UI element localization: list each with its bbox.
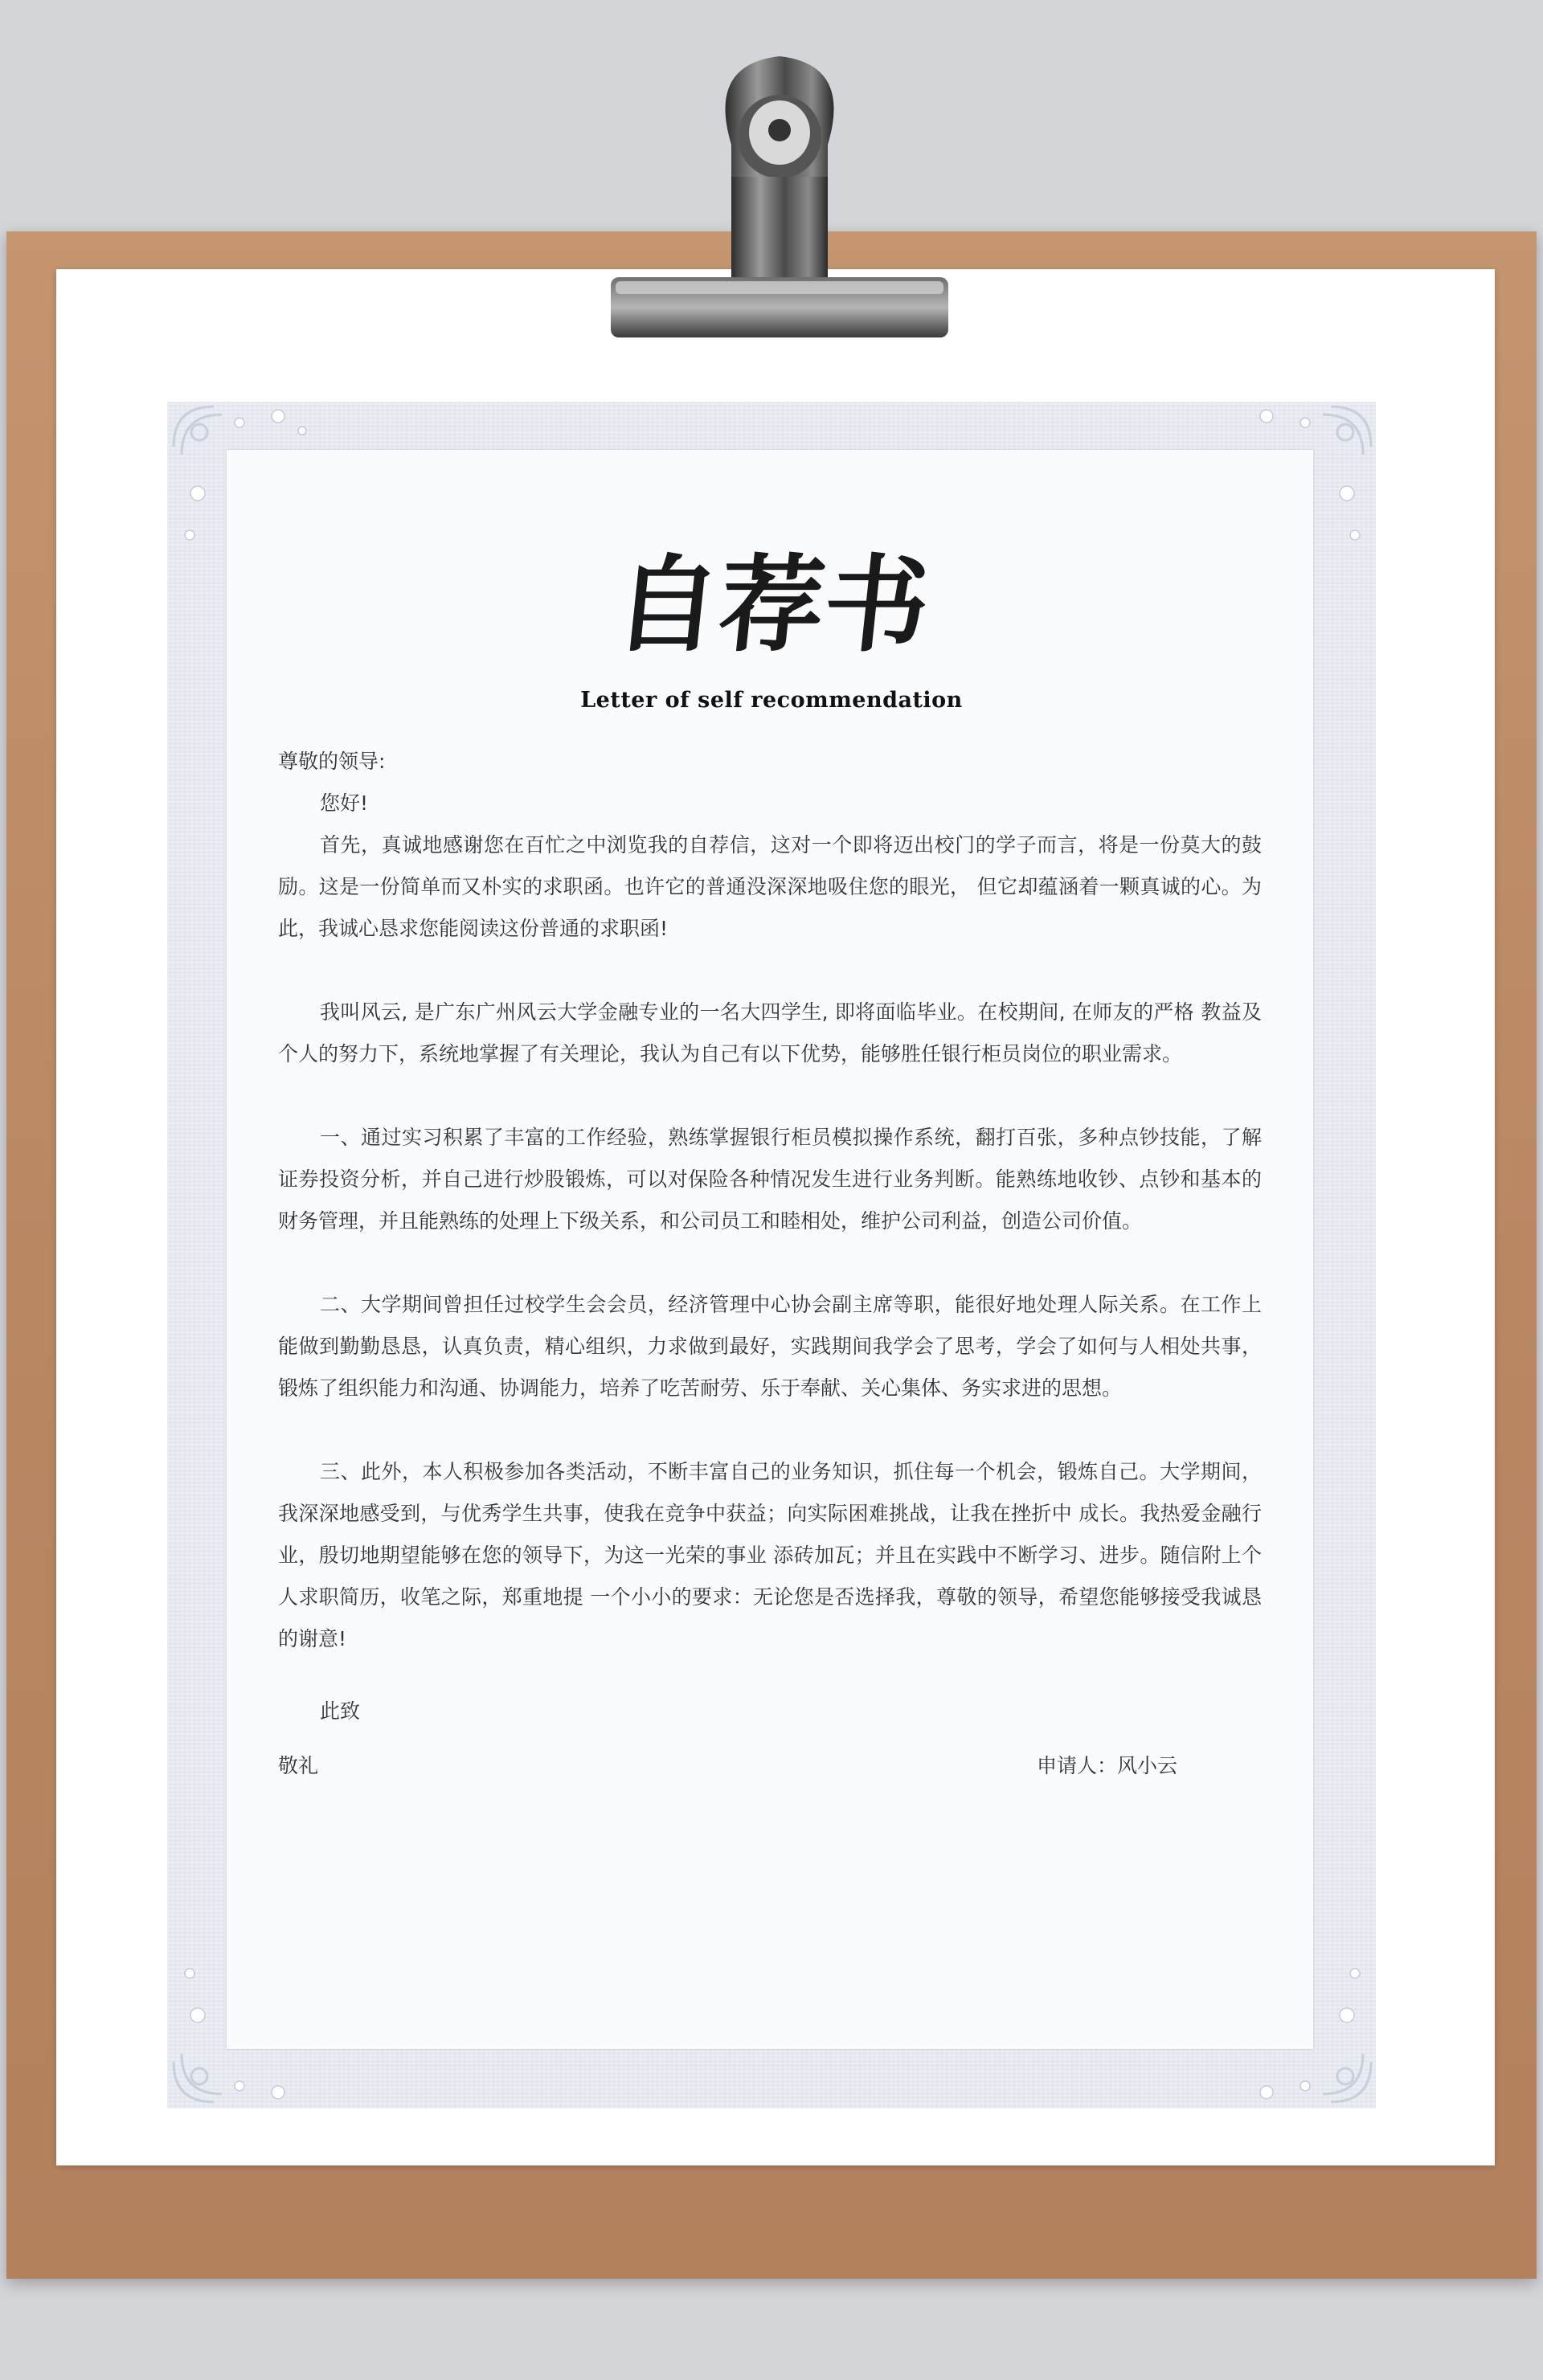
- floral-corner-ornament: [1218, 399, 1379, 559]
- letter-paragraph: 三、此外，本人积极参加各类活动，不断丰富自己的业务知识，抓住每一个机会，锻炼自己。大学期间，我深深地感受到，与优秀学生共事，使我在竞争中获益；向实际困难挑战，让我在挫折中 成长。我热爱金融行业，殷切地期望能够在您的领导下，为这一光荣的事业 添砖加瓦；并且在实践中不断学习、进步。随信附上个人求职简历，收笔之际，郑重地提 一个小小的要求：无论您是否选择我，尊敬的领导，希望您能够接受我诚恳的谢意!: [278, 1460, 1262, 1650]
- title-calligraphy: [608, 537, 935, 681]
- letter-body: [278, 741, 1262, 1660]
- letter-closing: [278, 1695, 360, 1724]
- letter-greeting: 尊敬的领导:: [278, 750, 386, 773]
- title-english: Letter of self recommendation: [580, 688, 963, 713]
- binder-clip-icon: [611, 48, 948, 354]
- letter-hello: 您好!: [320, 791, 369, 815]
- letter-paragraph: 一、通过实习积累了丰富的工作经验，熟练掌握银行柜员模拟操作系统，翻打百张，多种点钞技能，了解证券投资分析，并自己进行炒股锻炼，可以对保险各种情况发生进行业务判断。能熟练地收钞、点钞和基本的财务管理，并且能熟练的处理上下级关系，和公司员工和睦相处，维护公司利益，创造公司价值。: [278, 1126, 1262, 1233]
- closing-text: 此致: [320, 1699, 361, 1723]
- floral-corner-ornament: [166, 1949, 326, 2110]
- floral-corner-ornament: [1218, 1949, 1379, 2110]
- letter-paragraph: 二、大学期间曾担任过校学生会会员，经济管理中心协会副主席等职，能很好地处理人际关系。在工作上能做到勤勤恳恳，认真负责，精心组织，力求做到最好，实践期间我学会了思考，学会了如何与人相处共事，锻炼了组织能力和沟通、协调能力，培养了吃苦耐劳、乐于奉献、关心集体、务实求进的思想。: [278, 1293, 1262, 1400]
- letter-paragraph: 我叫风云, 是广东广州风云大学金融专业的一名大四学生, 即将面临毕业。在校期间, 在师友的严格 教益及个人的努力下，系统地掌握了有关理论，我认为自己有以下优势，能够胜任银行柜员岗位的职业需求。: [278, 1000, 1262, 1065]
- title-chinese: 自荐书: [608, 543, 935, 666]
- floral-corner-ornament: [166, 399, 326, 559]
- letter-paragraph: 首先，真诚地感谢您在百忙之中浏览我的自荐信，这对一个即将迈出校门的学子而言，将是一份莫大的鼓励。这是一份简单而又朴实的求职函。也许它的普通没深深地吸住您的眼光， 但它却蕴涵着一颗真诚的心。为此，我诚心恳求您能阅读这份普通的求职函!: [278, 833, 1262, 940]
- letter-salutation: 敬礼: [278, 1754, 319, 1777]
- letter-signature: 申请人：风小云: [1037, 1754, 1178, 1777]
